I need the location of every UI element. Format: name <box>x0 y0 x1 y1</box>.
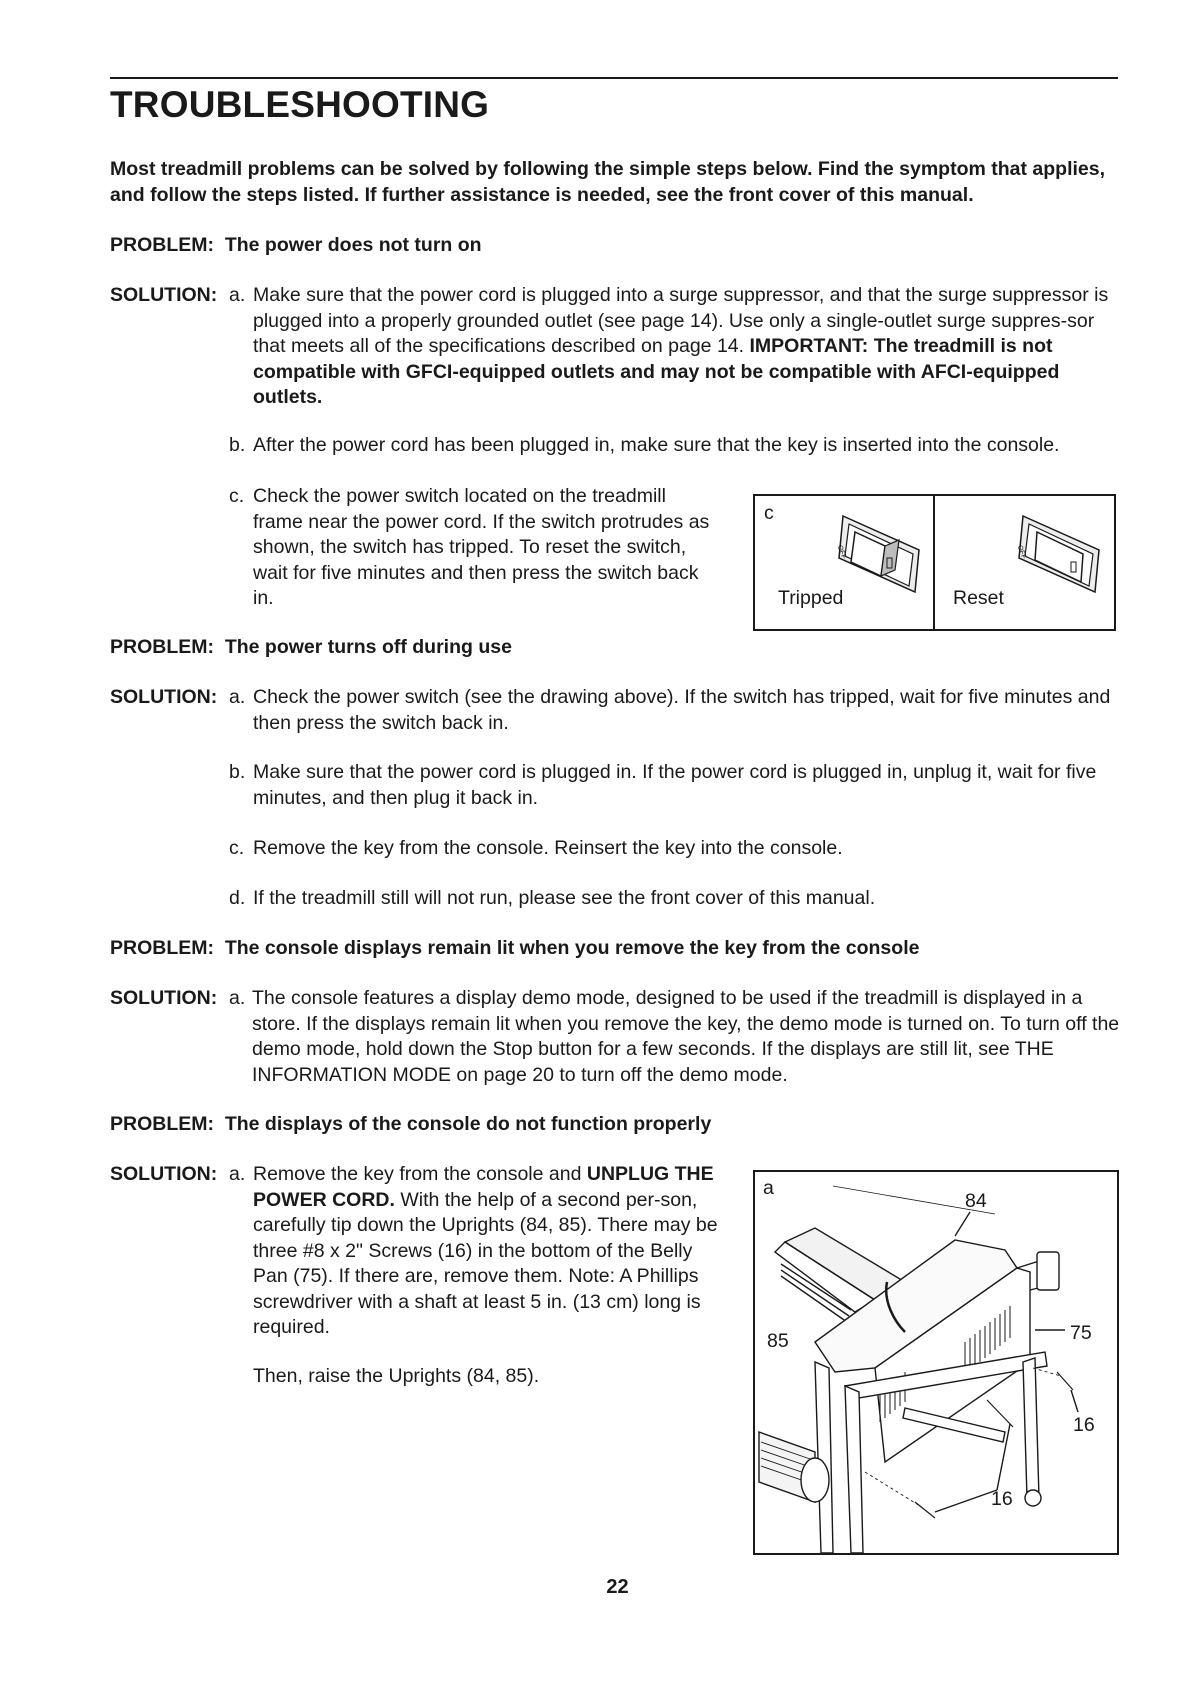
step-2c-text: Remove the key from the console. Reinsert the key into the console. <box>253 837 843 859</box>
callout-85: 85 <box>767 1330 789 1352</box>
switch-off-text-1: OFF <box>835 544 848 561</box>
header-rule <box>110 77 1118 79</box>
treadmill-illustration <box>755 1172 1117 1553</box>
step-1a-main: Make sure that the power cord is plugged into a surge suppressor, and that the surge suppressor is plugged into a properly grounded outlet (see page 14). Use only a single-outlet surge suppres-sor that meets all of the specifications described on page 14. <box>253 284 1109 357</box>
solution-label-1: SOLUTION: <box>110 284 218 306</box>
step-2c-letter: c. <box>229 837 245 859</box>
callout-16-right: 16 <box>1073 1414 1095 1436</box>
step-4a-text <box>253 1162 723 1341</box>
problem-label: PROBLEM: <box>110 1113 214 1135</box>
figure-divider <box>933 496 935 629</box>
problem-1 <box>110 233 482 258</box>
tripped-switch-illustration <box>825 510 925 596</box>
step-4a-unplug: UNPLUG THE POWER CORD. <box>253 1163 714 1211</box>
step-1c-text: Check the power switch located on the treadmill frame near the power cord. If the switch protrudes as shown, the switch has tripped. To reset the switch, wait for five minutes and then press the switch back in. <box>253 485 710 609</box>
reset-caption: Reset <box>953 587 1004 609</box>
step-2b-letter: b. <box>229 761 246 783</box>
solution-label-3: SOLUTION: <box>110 987 218 1009</box>
step-1c-letter: c. <box>229 485 245 507</box>
reset-switch-illustration <box>1005 510 1105 596</box>
problem-label: PROBLEM: <box>110 234 214 256</box>
step-1a-important: IMPORTANT: The treadmill is not compatible with GFCI-equipped outlets and may not be compatible with AFCI-equipped outlets. <box>253 335 1060 408</box>
step-1b-letter: b. <box>229 434 246 456</box>
step-4a-pre: Remove the key from the console and <box>253 1163 582 1185</box>
problem-1-text: The power does not turn on <box>224 234 482 256</box>
tripped-caption: Tripped <box>778 587 844 609</box>
problem-2 <box>110 635 512 660</box>
page-title: TROUBLESHOOTING <box>110 84 490 125</box>
step-2a-letter: a. <box>229 686 246 708</box>
callout-75: 75 <box>1070 1322 1092 1344</box>
step-4a-letter: a. <box>229 1163 246 1185</box>
power-switch-figure <box>753 494 1116 631</box>
problem-3-text: The console displays remain lit when you remove the key from the console <box>224 937 920 959</box>
step-3a-letter: a. <box>229 987 246 1009</box>
step-4a-main: With the help of a second per-son, carefully tip down the Uprights (84, 85). There may be three #8 x 2" Screws (16) in the bottom of the Belly Pan (75). If there are, remove them. Note: A Phillips screwdriver with a shaft at least 5 in. (13 cm) long is required. <box>253 1188 718 1338</box>
step-2a-text: Check the power switch (see the drawing above). If the switch has tripped, wait for five minutes and then press the switch back in. <box>253 686 1111 734</box>
switch-off-text-2: OFF <box>1015 544 1028 561</box>
solution-label-4: SOLUTION: <box>110 1163 218 1185</box>
step-3a-text: The console features a display demo mode, designed to be used if the treadmill is displayed in a store. If the displays remain lit when you remove the key, the demo mode is turned on. To turn off the demo mode, hold down the Stop button for a few seconds. If the displays are still lit, see THE INFORMATION MODE on page 20 to turn off the demo mode. <box>252 987 1120 1086</box>
step-2d-text: If the treadmill still will not run, please see the front cover of this manual. <box>253 887 876 909</box>
callout-16-bottom: 16 <box>991 1488 1013 1510</box>
step-4a-extra: Then, raise the Uprights (84, 85). <box>253 1365 540 1387</box>
figure-a-letter: a <box>763 1177 774 1199</box>
figure-c-letter: c <box>764 502 774 524</box>
treadmill-tipped-figure <box>753 1170 1119 1555</box>
solution-label-2: SOLUTION: <box>110 686 218 708</box>
problem-label: PROBLEM: <box>110 937 214 959</box>
callout-84: 84 <box>965 1190 987 1212</box>
step-1a-text <box>253 283 1118 411</box>
problem-4 <box>110 1112 711 1137</box>
step-1b-text: After the power cord has been plugged in, make sure that the key is inserted into the console. <box>253 434 1060 456</box>
step-1a-letter: a. <box>229 284 246 306</box>
step-2b-text: Make sure that the power cord is plugged in. If the power cord is plugged in, unplug it, wait for five minutes, and then plug it back in. <box>253 761 1097 809</box>
page-number: 22 <box>606 1576 629 1598</box>
problem-2-text: The power turns off during use <box>224 636 512 658</box>
intro-paragraph: Most treadmill problems can be solved by following the simple steps below. Find the symptom that applies, and follow the steps listed. If further assistance is needed, see the front cover of this manual. <box>110 158 1106 206</box>
problem-label: PROBLEM: <box>110 636 214 658</box>
problem-4-text: The displays of the console do not function properly <box>224 1113 712 1135</box>
problem-3 <box>110 936 919 961</box>
step-2d-letter: d. <box>229 887 246 909</box>
